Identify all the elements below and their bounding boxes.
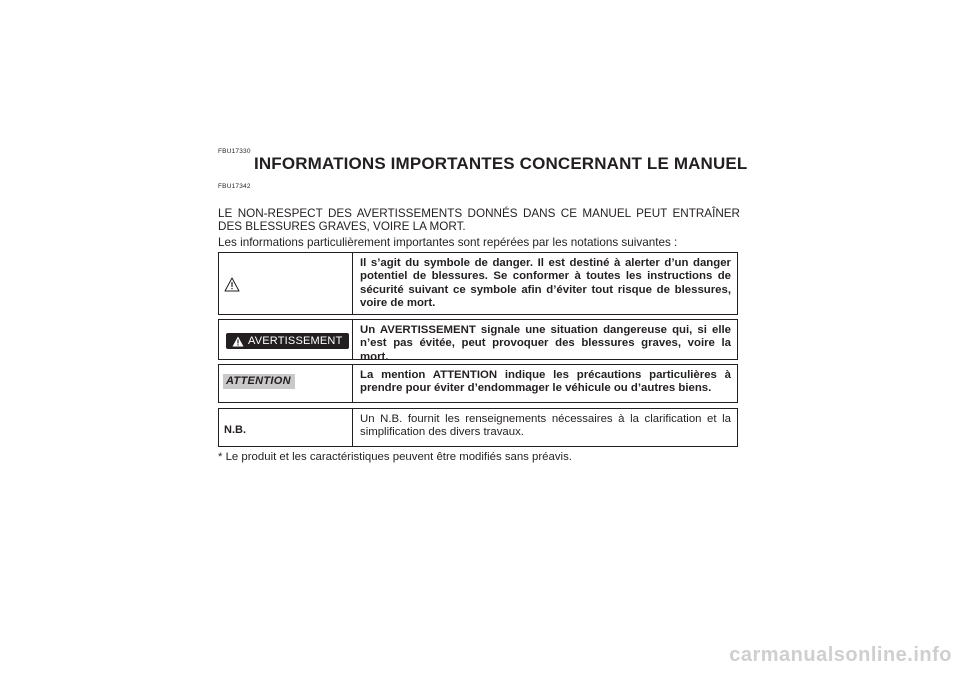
notation-nb-label-cell xyxy=(219,409,353,446)
section-code: FBU17342 xyxy=(218,183,251,190)
page-title: INFORMATIONS IMPORTANTES CONCERNANT LE MANUEL xyxy=(254,154,748,173)
safety-alert-triangle-icon xyxy=(224,277,240,292)
notation-attention-text: La mention ATTENTION indique les précautions particulières à prendre pour éviter d’endommager le véhicule ou d’autres biens. xyxy=(360,369,731,395)
watermark: carmanualsonline.info xyxy=(729,644,952,666)
avertissement-badge xyxy=(226,333,349,349)
warning-triangle-icon xyxy=(232,336,244,347)
notation-danger-symbol-cell xyxy=(219,253,353,314)
intro-text: Les informations particulièrement importantes sont repérées par les notations suivantes : xyxy=(218,236,678,249)
notation-nb-box xyxy=(218,408,738,447)
notation-avertissement-box xyxy=(218,319,738,363)
notation-nb-text: Un N.B. fournit les renseignements nécessaires à la clarification et la simplification des divers travaux. xyxy=(360,413,731,439)
notation-avertissement-text: Un AVERTISSEMENT signale une situation dangereuse qui, si elle n’est pas évitée, peut provoquer des blessures graves, voire la mort. xyxy=(360,324,731,363)
warning-statement: LE NON-RESPECT DES AVERTISSEMENTS DONNÉS DANS CE MANUEL PEUT ENTRAÎNER DES BLESSURES GRAVES, VOIRE LA MORT. xyxy=(218,207,740,234)
notation-attention-box xyxy=(218,364,738,403)
notation-danger-box xyxy=(218,252,738,315)
notation-attention-label-cell xyxy=(219,365,353,402)
notation-danger-text: Il s’agit du symbole de danger. Il est destiné à alerter d’un danger potentiel de blessures. Se conformer à toutes les instructions de sécurité suivant ce symbole afin d’éviter tout risque de blessures, voire de mort. xyxy=(360,257,731,309)
title-code: FBU17330 xyxy=(218,148,251,155)
attention-badge: ATTENTION xyxy=(223,374,295,389)
footnote: * Le produit et les caractéristiques peuvent être modifiés sans préavis. xyxy=(218,451,572,463)
notation-avertissement-label-cell xyxy=(219,320,353,359)
avertissement-label: AVERTISSEMENT xyxy=(248,335,343,347)
nb-label: N.B. xyxy=(224,424,246,436)
